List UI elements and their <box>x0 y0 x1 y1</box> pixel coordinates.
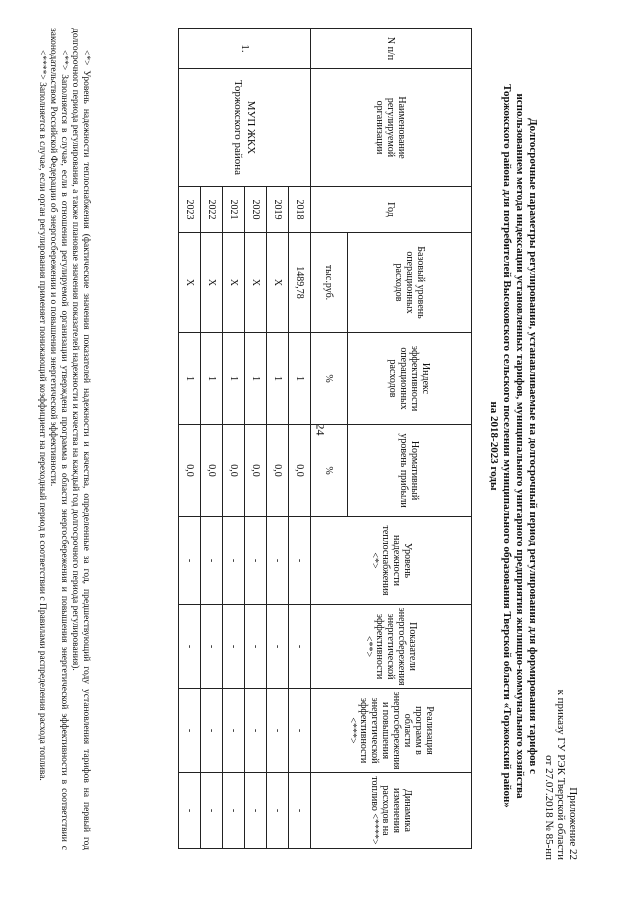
cell-year: 2022 <box>201 187 223 233</box>
header-profit: Нормативный уровень прибыли <box>348 425 472 517</box>
appendix-line2: к приказу ГУ РЭК Тверской области <box>555 689 567 860</box>
row-number: 1. <box>179 29 311 69</box>
unit-profit: % <box>311 425 348 517</box>
appendix-line1: Приложение 22 <box>567 787 579 860</box>
parameters-table-wrapper <box>178 28 472 848</box>
cell-energy: - <box>223 605 245 689</box>
cell-fuel: - <box>223 773 245 849</box>
cell-year: 2023 <box>179 187 201 233</box>
cell-base: 1489,78 <box>289 233 311 333</box>
cell-fuel: - <box>245 773 267 849</box>
appendix-line3: от 27.07.2018 № 85-нп <box>543 755 555 860</box>
title-line3: Торжокского района для потребителей Высоковского сельского поселения муниципального образования Тверской области «Торжокский район» <box>501 84 513 808</box>
cell-program: - <box>201 689 223 773</box>
cell-base: X <box>245 233 267 333</box>
title-line2: использованием метода индексации установленных тарифов, муниципального унитарного предприятия жилищно-коммунального хозяйства <box>514 93 526 799</box>
cell-reliability: - <box>289 517 311 605</box>
footnotes <box>36 28 91 850</box>
cell-energy: - <box>201 605 223 689</box>
cell-year: 2021 <box>223 187 245 233</box>
cell-year: 2019 <box>267 187 289 233</box>
cell-program: - <box>267 689 289 773</box>
header-index: Индекс эффективности операционных расходов <box>348 333 472 425</box>
header-energy: Показатели энергосбережения энергетической эффективности <**> <box>311 605 472 689</box>
cell-year: 2018 <box>289 187 311 233</box>
cell-base: X <box>267 233 289 333</box>
title-line4: на 2018-2023 годы <box>488 401 500 491</box>
footnote-energy-program: <**> Заполняется в случае, если в отношении регулируемой организации утверждена программа в области энергосбережения и повышения энергетической эффективности в соответствии с законодательством Российской Федерации об энергосбережении и о повышении энергетической эффективности. <box>48 28 69 850</box>
cell-program: - <box>179 689 201 773</box>
cell-profit: 0,0 <box>223 425 245 517</box>
cell-profit: 0,0 <box>245 425 267 517</box>
header-year: Год <box>311 187 472 233</box>
cell-energy: - <box>289 605 311 689</box>
cell-index: 1 <box>245 333 267 425</box>
cell-program: - <box>223 689 245 773</box>
header-org: Наименование регулируемой организации <box>311 69 472 187</box>
unit-index: % <box>311 333 348 425</box>
cell-energy: - <box>179 605 201 689</box>
title-line1: Долгосрочные параметры регулирования, устанавливаемые на долгосрочный период регулирования для формирования тарифов с <box>527 118 539 774</box>
cell-profit: 0,0 <box>267 425 289 517</box>
organization-name: МУП ЖКХ Торжокского района <box>179 69 311 187</box>
cell-index: 1 <box>289 333 311 425</box>
cell-program: - <box>245 689 267 773</box>
header-fuel: Динамика изменения расходов на топливо <****> <box>311 773 472 849</box>
cell-fuel: - <box>289 773 311 849</box>
footnote-fuel: <****> Заполняется в случае, если орган регулирования применяет понижающий коэффициент на переходный период в соответствии с Правилами распределения расхода топлива. <box>37 50 47 781</box>
cell-energy: - <box>245 605 267 689</box>
cell-fuel: - <box>267 773 289 849</box>
cell-base: X <box>223 233 245 333</box>
header-base: Базовый уровень операционных расходов <box>348 233 472 333</box>
cell-base: X <box>201 233 223 333</box>
cell-base: X <box>179 233 201 333</box>
cell-index: 1 <box>201 333 223 425</box>
parameters-table <box>178 28 472 849</box>
cell-program: - <box>289 689 311 773</box>
cell-fuel: - <box>201 773 223 849</box>
header-num: N п/п <box>311 29 472 69</box>
rotated-landscape-page <box>23 26 583 866</box>
cell-reliability: - <box>245 517 267 605</box>
cell-profit: 0,0 <box>289 425 311 517</box>
cell-reliability: - <box>267 517 289 605</box>
appendix-block <box>543 690 579 860</box>
cell-energy: - <box>267 605 289 689</box>
page-number: 24 <box>313 423 327 436</box>
footnote-reliability: <*> Уровень надежности теплоснабжения (фактические значения показателей надежности и качества, определенные за год, предшествующий году установления тарифов на первый год долгосрочного периода регулирования, а также плановые значения показателей надежности и качества на каждый год долгосрочного периода регулирования). <box>70 28 91 850</box>
cell-reliability: - <box>201 517 223 605</box>
document-title <box>487 66 539 826</box>
cell-index: 1 <box>179 333 201 425</box>
cell-year: 2020 <box>245 187 267 233</box>
cell-index: 1 <box>267 333 289 425</box>
cell-reliability: - <box>223 517 245 605</box>
cell-profit: 0,0 <box>201 425 223 517</box>
cell-index: 1 <box>223 333 245 425</box>
cell-fuel: - <box>179 773 201 849</box>
unit-base: тыс.руб. <box>311 233 348 333</box>
table-header-row <box>348 29 472 849</box>
header-reliability: Уровень надежности теплоснабжения <*> <box>311 517 472 605</box>
cell-reliability: - <box>179 517 201 605</box>
header-program: Реализация программ в области энергосбережения и повышения энергетической эффективности <***> <box>311 689 472 773</box>
table-row <box>289 29 311 849</box>
cell-profit: 0,0 <box>179 425 201 517</box>
